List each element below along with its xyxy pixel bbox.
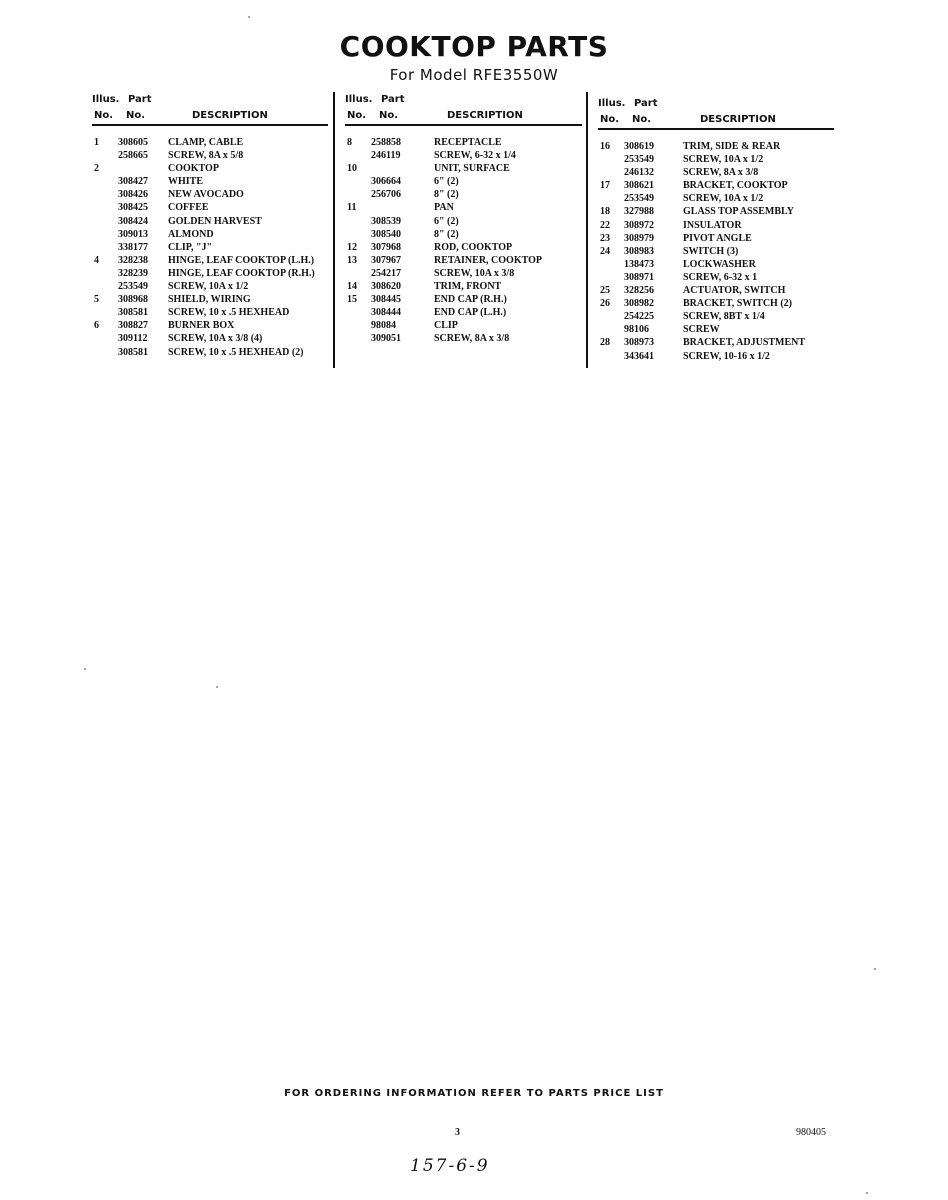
header-description: DESCRIPTION — [192, 110, 268, 121]
header-illus-no: No. — [347, 110, 367, 121]
part-row — [345, 280, 582, 293]
part-row — [345, 306, 582, 319]
illus-number: 10 — [347, 163, 357, 175]
part-row — [598, 153, 834, 166]
part-number: 328256 — [624, 285, 654, 297]
part-row — [598, 166, 834, 179]
part-number: 246132 — [624, 167, 654, 179]
part-description: SCREW, 6-32 x 1 — [683, 271, 758, 283]
part-number: 306664 — [371, 176, 401, 188]
illus-number: 17 — [600, 180, 610, 192]
illus-number: 22 — [600, 219, 610, 231]
part-description: SCREW — [683, 324, 720, 336]
part-row — [598, 205, 834, 218]
part-number: 307967 — [371, 254, 401, 266]
part-description: SCREW, 10 x .5 HEXHEAD — [168, 307, 290, 319]
part-description: 8" (2) — [434, 189, 459, 201]
part-description: SCREW, 10A x 1/2 — [683, 193, 764, 205]
part-description: GOLDEN HARVEST — [168, 215, 262, 227]
part-number: 308619 — [624, 141, 654, 152]
header-illus: Illus. — [92, 94, 120, 105]
part-row — [92, 267, 328, 280]
part-description: SCREW, 8A x 3/8 — [683, 167, 759, 179]
part-description: CLAMP, CABLE — [168, 137, 244, 148]
model-subtitle: For Model RFE3550W — [389, 66, 559, 84]
part-description: SWITCH (3) — [683, 245, 739, 257]
part-row — [598, 350, 834, 363]
part-number: 138473 — [624, 258, 654, 270]
part-description: SCREW, 8BT x 1/4 — [683, 311, 765, 323]
part-row — [345, 201, 582, 214]
part-number: 308982 — [624, 298, 654, 310]
part-number: 253549 — [118, 281, 148, 293]
part-number: 327988 — [624, 206, 654, 218]
part-row — [92, 254, 328, 267]
part-number: 98084 — [371, 320, 396, 332]
part-row — [345, 267, 582, 280]
part-number: 338177 — [118, 241, 148, 253]
part-row — [598, 258, 834, 271]
part-number: 254225 — [624, 311, 654, 323]
part-description: HINGE, LEAF COOKTOP (R.H.) — [168, 267, 315, 279]
illus-number: 14 — [347, 281, 357, 293]
part-description: BURNER BOX — [168, 320, 235, 332]
column-header — [345, 94, 582, 126]
illus-number: 8 — [347, 137, 352, 148]
column-divider — [586, 92, 588, 368]
part-row — [598, 232, 834, 245]
part-row — [92, 215, 328, 228]
parts-column-1 — [92, 94, 328, 359]
part-number: 328238 — [118, 254, 148, 266]
illus-number: 16 — [600, 141, 610, 152]
part-row — [92, 332, 328, 345]
illus-number: 11 — [347, 202, 357, 214]
scan-speck — [248, 16, 250, 18]
part-number: 308424 — [118, 215, 148, 227]
part-number: 256706 — [371, 189, 401, 201]
part-number: 343641 — [624, 350, 654, 362]
header-part: Part — [128, 94, 152, 105]
scan-speck — [216, 686, 218, 688]
illus-number: 24 — [600, 245, 610, 257]
part-number: 308979 — [624, 232, 654, 244]
part-number: 309013 — [118, 228, 148, 240]
illus-number: 12 — [347, 241, 357, 253]
parts-list — [598, 140, 834, 363]
part-description: WHITE — [168, 176, 204, 188]
part-description: RETAINER, COOKTOP — [434, 254, 542, 266]
part-row — [345, 241, 582, 254]
part-description: SCREW, 8A x 3/8 — [434, 333, 510, 345]
scan-speck — [84, 668, 86, 670]
part-row — [92, 306, 328, 319]
part-number: 258665 — [118, 150, 148, 162]
part-row — [92, 188, 328, 201]
part-description: END CAP (L.H.) — [434, 307, 507, 319]
part-number: 308444 — [371, 307, 401, 319]
illus-number: 18 — [600, 206, 610, 218]
part-description: PIVOT ANGLE — [683, 232, 752, 244]
parts-list — [92, 136, 328, 359]
column-header — [598, 98, 834, 130]
parts-column-2 — [345, 94, 582, 346]
illus-number: 5 — [94, 294, 99, 306]
part-number: 308445 — [371, 294, 401, 306]
part-description: LOCKWASHER — [683, 258, 756, 270]
part-row — [345, 254, 582, 267]
parts-list — [345, 136, 582, 346]
part-row — [92, 175, 328, 188]
part-description: 6" (2) — [434, 176, 459, 188]
part-row — [345, 293, 582, 306]
header-illus-no: No. — [600, 114, 620, 125]
part-description: COOKTOP — [168, 163, 219, 175]
page-number: 3 — [455, 1127, 460, 1138]
illus-number: 15 — [347, 294, 357, 306]
part-description: BRACKET, COOKTOP — [683, 180, 788, 192]
part-number: 308581 — [118, 346, 148, 358]
part-row — [92, 162, 328, 175]
part-number: 308621 — [624, 180, 654, 192]
part-description: INSULATOR — [683, 219, 742, 231]
part-description: 6" (2) — [434, 215, 459, 227]
part-description: PAN — [434, 202, 454, 214]
part-number: 308983 — [624, 245, 654, 257]
illus-number: 25 — [600, 285, 610, 297]
illus-number: 26 — [600, 298, 610, 310]
illus-number: 4 — [94, 254, 99, 266]
part-row — [345, 136, 582, 149]
part-description: ACTUATOR, SWITCH — [683, 285, 786, 297]
column-divider — [333, 92, 335, 368]
ordering-note: FOR ORDERING INFORMATION REFER TO PARTS PRICE LIST — [284, 1088, 664, 1099]
header-part: Part — [381, 94, 405, 105]
part-number: 253549 — [624, 154, 654, 166]
illus-number: 13 — [347, 254, 357, 266]
part-description: CLIP, "J" — [168, 241, 213, 253]
part-row — [92, 280, 328, 293]
part-description: SCREW, 8A x 5/8 — [168, 150, 244, 162]
part-description: COFFEE — [168, 202, 209, 214]
part-number: 308973 — [624, 337, 654, 349]
part-description: BRACKET, SWITCH (2) — [683, 298, 792, 310]
part-row — [92, 201, 328, 214]
part-description: SCREW, 10A x 1/2 — [683, 154, 764, 166]
part-number: 308539 — [371, 215, 401, 227]
illus-number: 23 — [600, 232, 610, 244]
part-number: 308427 — [118, 176, 148, 188]
part-number: 246119 — [371, 150, 401, 162]
header-illus: Illus. — [345, 94, 373, 105]
part-description: ALMOND — [168, 228, 214, 240]
part-number: 308972 — [624, 219, 654, 231]
part-number: 258858 — [371, 137, 401, 148]
part-row — [598, 297, 834, 310]
part-row — [598, 245, 834, 258]
part-number: 308827 — [118, 320, 148, 332]
illus-number: 2 — [94, 163, 99, 175]
part-description: SCREW, 10A x 3/8 (4) — [168, 333, 263, 345]
header-part: Part — [634, 98, 658, 109]
part-row — [345, 215, 582, 228]
part-number: 253549 — [624, 193, 654, 205]
column-header — [92, 94, 328, 126]
part-description: SCREW, 10-16 x 1/2 — [683, 350, 770, 362]
part-row — [598, 219, 834, 232]
part-row — [92, 149, 328, 162]
part-row — [345, 175, 582, 188]
part-row — [92, 319, 328, 332]
part-description: CLIP — [434, 320, 458, 332]
part-row — [598, 140, 834, 153]
part-description: SCREW, 10 x .5 HEXHEAD (2) — [168, 346, 304, 358]
scan-speck — [866, 1192, 868, 1194]
part-description: TRIM, FRONT — [434, 281, 502, 293]
illus-number: 28 — [600, 337, 610, 349]
header-description: DESCRIPTION — [447, 110, 523, 121]
scan-speck — [874, 968, 876, 970]
part-row — [598, 271, 834, 284]
part-description: GLASS TOP ASSEMBLY — [683, 206, 794, 218]
part-description: END CAP (R.H.) — [434, 294, 507, 306]
part-description: UNIT, SURFACE — [434, 163, 510, 175]
part-row — [92, 293, 328, 306]
part-number: 308540 — [371, 228, 401, 240]
part-description: ROD, COOKTOP — [434, 241, 513, 253]
part-row — [92, 346, 328, 359]
part-row — [598, 323, 834, 336]
part-number: 308620 — [371, 281, 401, 293]
part-description: TRIM, SIDE & REAR — [683, 141, 781, 152]
part-number: 308605 — [118, 137, 148, 148]
part-row — [345, 319, 582, 332]
part-row — [92, 136, 328, 149]
part-number: 328239 — [118, 267, 148, 279]
part-row — [345, 162, 582, 175]
part-number: 308968 — [118, 294, 148, 306]
handwritten-note: 157-6-9 — [410, 1156, 490, 1176]
parts-column-3 — [598, 98, 834, 363]
header-part-no: No. — [632, 114, 652, 125]
header-illus-no: No. — [94, 110, 114, 121]
part-number: 308426 — [118, 189, 148, 201]
part-description: SCREW, 10A x 1/2 — [168, 281, 249, 293]
part-row — [345, 149, 582, 162]
part-number: 309051 — [371, 333, 401, 345]
part-description: RECEPTACLE — [434, 137, 502, 148]
page-title: COOKTOP PARTS — [339, 30, 609, 63]
part-number: 307968 — [371, 241, 401, 253]
part-row — [598, 284, 834, 297]
part-number: 309112 — [118, 333, 148, 345]
part-number: 308581 — [118, 307, 148, 319]
header-part-no: No. — [379, 110, 399, 121]
header-part-no: No. — [126, 110, 146, 121]
header-description: DESCRIPTION — [700, 114, 776, 125]
part-row — [345, 332, 582, 345]
illus-number: 1 — [94, 137, 99, 148]
part-row — [598, 179, 834, 192]
part-row — [598, 310, 834, 323]
part-description: SCREW, 10A x 3/8 — [434, 267, 515, 279]
part-row — [92, 241, 328, 254]
part-description: HINGE, LEAF COOKTOP (L.H.) — [168, 254, 315, 266]
document-code: 980405 — [796, 1127, 826, 1138]
part-row — [598, 336, 834, 349]
part-description: SHIELD, WIRING — [168, 294, 251, 306]
part-row — [598, 192, 834, 205]
part-number: 254217 — [371, 267, 401, 279]
part-number: 308971 — [624, 271, 654, 283]
part-row — [92, 228, 328, 241]
part-row — [345, 188, 582, 201]
part-description: NEW AVOCADO — [168, 189, 244, 201]
part-description: BRACKET, ADJUSTMENT — [683, 337, 806, 349]
part-description: SCREW, 6-32 x 1/4 — [434, 150, 516, 162]
part-description: 8" (2) — [434, 228, 459, 240]
part-number: 308425 — [118, 202, 148, 214]
part-row — [345, 228, 582, 241]
header-illus: Illus. — [598, 98, 626, 109]
illus-number: 6 — [94, 320, 99, 332]
part-number: 98106 — [624, 324, 649, 336]
